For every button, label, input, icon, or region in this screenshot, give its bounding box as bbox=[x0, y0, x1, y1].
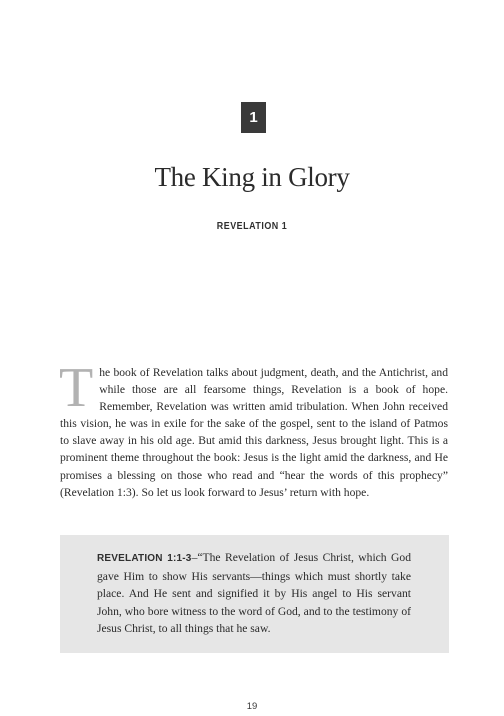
quote-reference: REVELATION 1:1-3 bbox=[97, 553, 192, 564]
chapter-scripture-reference: REVELATION 1 bbox=[216, 220, 288, 232]
body-paragraph-text: he book of Revelation talks about judgment, death, and the Antichrist, and while those are all fearsome things, Revelation is a book of hope. Remember, Revelation was written amid tribulation. When John received this vision, he was in exile for the sake of the gospel, sent to the island of Patmos to slave away in his old age. But amid this darkness, Jesus brought light. This is a prominent theme throughout the book: Jesus is the light amid the darkness, and He promises a blessing on those who read and “hear the words of this prophecy” (Revelation 1:3). So let us look forward to Jesus’ return with hope. bbox=[60, 366, 448, 499]
quote-dash: – bbox=[191, 551, 198, 564]
page-number: 19 bbox=[246, 701, 258, 712]
drop-cap: T bbox=[59, 357, 94, 419]
chapter-number-badge: 1 bbox=[241, 102, 266, 133]
body-paragraph bbox=[59, 357, 448, 501]
quote-text: “The Revelation of Jesus Christ, which God gave Him to show His servants—things which must shortly take place. And He sent and signified it by His angel to His servant John, who bore witness to the word of God, and to the testimony of Jesus Christ, to all things that he saw. bbox=[97, 551, 411, 636]
scripture-quote-box bbox=[60, 535, 449, 653]
chapter-title: The King in Glory bbox=[154, 162, 350, 192]
